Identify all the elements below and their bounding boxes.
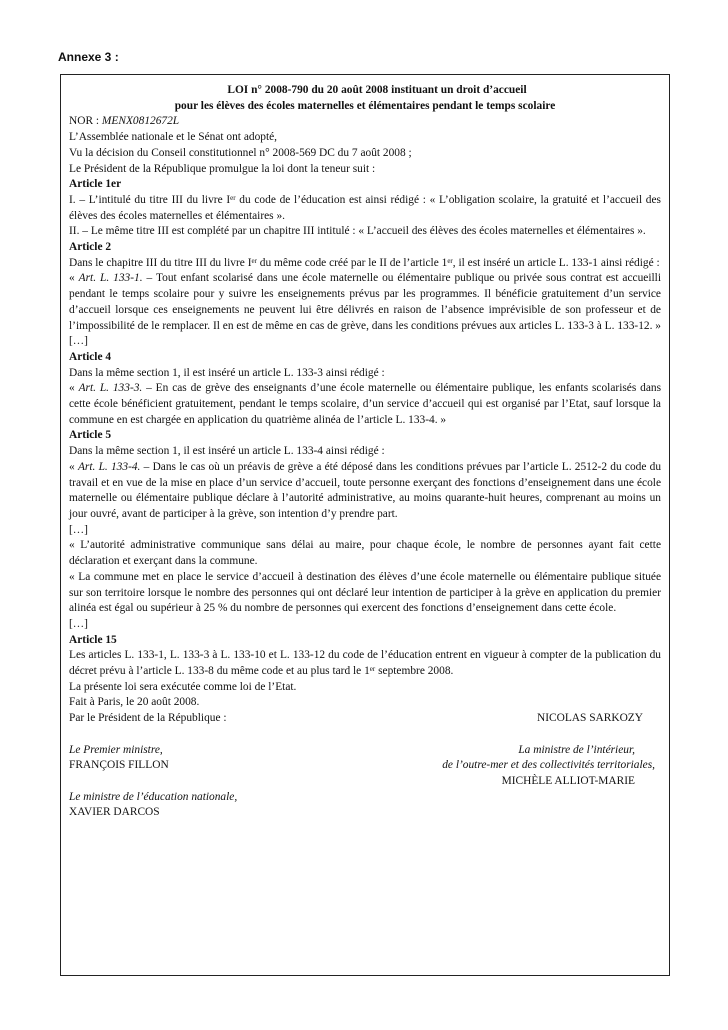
preamble-line: L’Assemblée nationale et le Sénat ont adopté, (69, 131, 278, 144)
prime-minister-title: Le Premier ministre, (69, 743, 163, 756)
superscript: er (251, 256, 257, 265)
article-1-paragraph-1 (69, 193, 661, 224)
law-text-frame (60, 74, 670, 976)
nor-line (69, 114, 661, 130)
law-title (69, 83, 661, 114)
education-minister-block (69, 790, 661, 821)
article-reference: Art. L. 133-3. (78, 382, 143, 395)
quote-open: « (69, 460, 78, 473)
article-5-paragraph-4: « La commune met en place le service d’accueil à destination des élèves d’une école maternelle ou élémentaire publique située sur son territoire lorsque le nombre des personnes qui ont déclaré leur intention de participer à la grève en application du premier alinéa est égal ou supérieur à 25 % du nombre de personnes qui exercent des fonctions d’enseignement dans cette école. (69, 570, 661, 615)
article-1-text: du code de l’éducation est ainsi rédigé : « L’obligation scolaire, la gratuité et l’accueil des élèves des écoles maternelles et élémentaires ». (69, 193, 661, 222)
article-4-paragraph-2 (69, 381, 661, 428)
interior-minister-name: MICHÈLE ALLIOT-MARIE (501, 774, 635, 787)
article-1-heading: Article 1er (69, 178, 122, 191)
article-5-text: – Dans le cas où un préavis de grève a été déposé dans les conditions prévues par l’article L. 2512-2 du code du travail et en vue de la mise en place d’un service d’accueil, toute personne exerçant des fonctions d’enseignement dans une école maternelle ou élémentaire publique déclare à l’autorité administrative, au moins quarante-huit heures, comprenant au moins un jour ouvré, avant de participer à la grève, son intention d’y prendre part. (69, 460, 662, 520)
article-15-text: Les articles L. 133-1, L. 133-3 à L. 133-10 et L. 133-12 du code de l’éducation entrent en vigueur à compter de la publication du décret prévu à l’article L. 133-8 du même code et au plus tard le 1 (69, 649, 661, 678)
prime-minister-name: FRANÇOIS FILLON (69, 759, 169, 772)
article-5-paragraph-1: Dans la même section 1, il est inséré un article L. 133-4 ainsi rédigé : (69, 445, 385, 458)
article-15-heading: Article 15 (69, 633, 117, 646)
nor-code: MENX0812672L (101, 115, 180, 128)
article-4-paragraph-1: Dans la même section 1, il est inséré un article L. 133-3 ainsi rédigé : (69, 366, 385, 379)
quote-open: « (69, 382, 79, 395)
ellipsis: […] (69, 617, 88, 630)
article-reference: Art. L. 133-1. (78, 272, 143, 285)
interior-minister-title-2: de l’outre-mer et des collectivités territoriales, (442, 759, 655, 772)
prime-minister-block (69, 743, 169, 790)
ellipsis: […] (69, 523, 88, 536)
quote-open: « (69, 272, 79, 285)
article-1-paragraph-2: II. – Le même titre III est complété par un chapitre III intitulé : « L’accueil des élèves des écoles maternelles et élémentaires ». (69, 225, 646, 238)
superscript: er (230, 193, 236, 202)
superscript: er (447, 256, 453, 265)
closing-line: La présente loi sera exécutée comme loi de l’Etat. (69, 680, 297, 693)
spacer (69, 727, 661, 743)
article-reference: Art. L. 133-4. (77, 460, 141, 473)
article-2-paragraph-2 (69, 271, 661, 350)
article-2-text: Dans le chapitre III du titre III du livre I (69, 256, 252, 269)
education-minister-name: XAVIER DARCOS (69, 806, 160, 819)
interior-minister-block (442, 743, 661, 790)
president-name: NICOLAS SARKOZY (536, 712, 643, 725)
closing-line: Fait à Paris, le 20 août 2008. (69, 696, 200, 709)
law-title-line-1: LOI n° 2008-790 du 20 août 2008 instituant un droit d’accueil (227, 84, 527, 96)
article-5-heading: Article 5 (69, 429, 112, 442)
article-2-text: du même code créé par le II de l’article 1 (256, 256, 448, 269)
preamble-line: Le Président de la République promulgue la loi dont la teneur suit : (69, 162, 376, 175)
ministers-signature-row (69, 743, 661, 790)
article-5-paragraph-2 (69, 460, 661, 523)
article-4-heading: Article 4 (69, 350, 112, 363)
nor-label: NOR : (69, 115, 102, 128)
article-2-heading: Article 2 (69, 241, 112, 254)
article-2-text: – Tout enfant scolarisé dans une école maternelle ou élémentaire publique ou privée sous contrat est accueilli pendant le temps scolaire pour y suivre les enseignements prévus par les programmes. Il bénéficie gratuitement d’un service d’accueil lorsque ces enseignements ne peuvent lui être délivrés en raison de l’absence imprévisible de son professeur et de l’impossibilité de le remplacer. Il en est de même en cas de grève, dans les conditions prévues aux articles L. 133-3 à L. 133-12. » […] (69, 272, 662, 348)
interior-minister-title: La ministre de l’intérieur, (518, 743, 635, 756)
article-2-text: , il est inséré un article L. 133-1 ainsi rédigé : (452, 256, 660, 269)
article-1-text: I. – L’intitulé du titre III du livre I (69, 193, 231, 206)
law-title-line-2: pour les élèves des écoles maternelles et élémentaires pendant le temps scolaire (174, 99, 556, 112)
president-signature-row (69, 711, 661, 727)
preamble-line: Vu la décision du Conseil constitutionnel n° 2008-569 DC du 7 août 2008 ; (69, 146, 412, 159)
president-label: Par le Président de la République : (69, 712, 227, 725)
article-15-text: septembre 2008. (375, 665, 454, 678)
annex-label: Annexe 3 : (58, 50, 119, 64)
article-5-paragraph-3: « L’autorité administrative communique sans délai au maire, pour chaque école, le nombre de personnes ayant fait cette déclaration et exerçant dans la commune. (69, 539, 661, 568)
education-minister-title: Le ministre de l’éducation nationale, (69, 790, 238, 803)
superscript: er (369, 665, 376, 674)
article-4-text: – En cas de grève des enseignants d’une école maternelle ou élémentaire publique, les enfants scolarisés dans cette école bénéficient gratuitement, pendant le temps scolaire, d’un service d’accueil qui est organisé par l’Etat, sauf lorsque la commune en est chargée en application du quatrième alinéa de l’article L. 133-4. » (69, 382, 662, 426)
article-2-paragraph-1 (69, 256, 661, 272)
article-15-paragraph-1 (69, 648, 661, 679)
